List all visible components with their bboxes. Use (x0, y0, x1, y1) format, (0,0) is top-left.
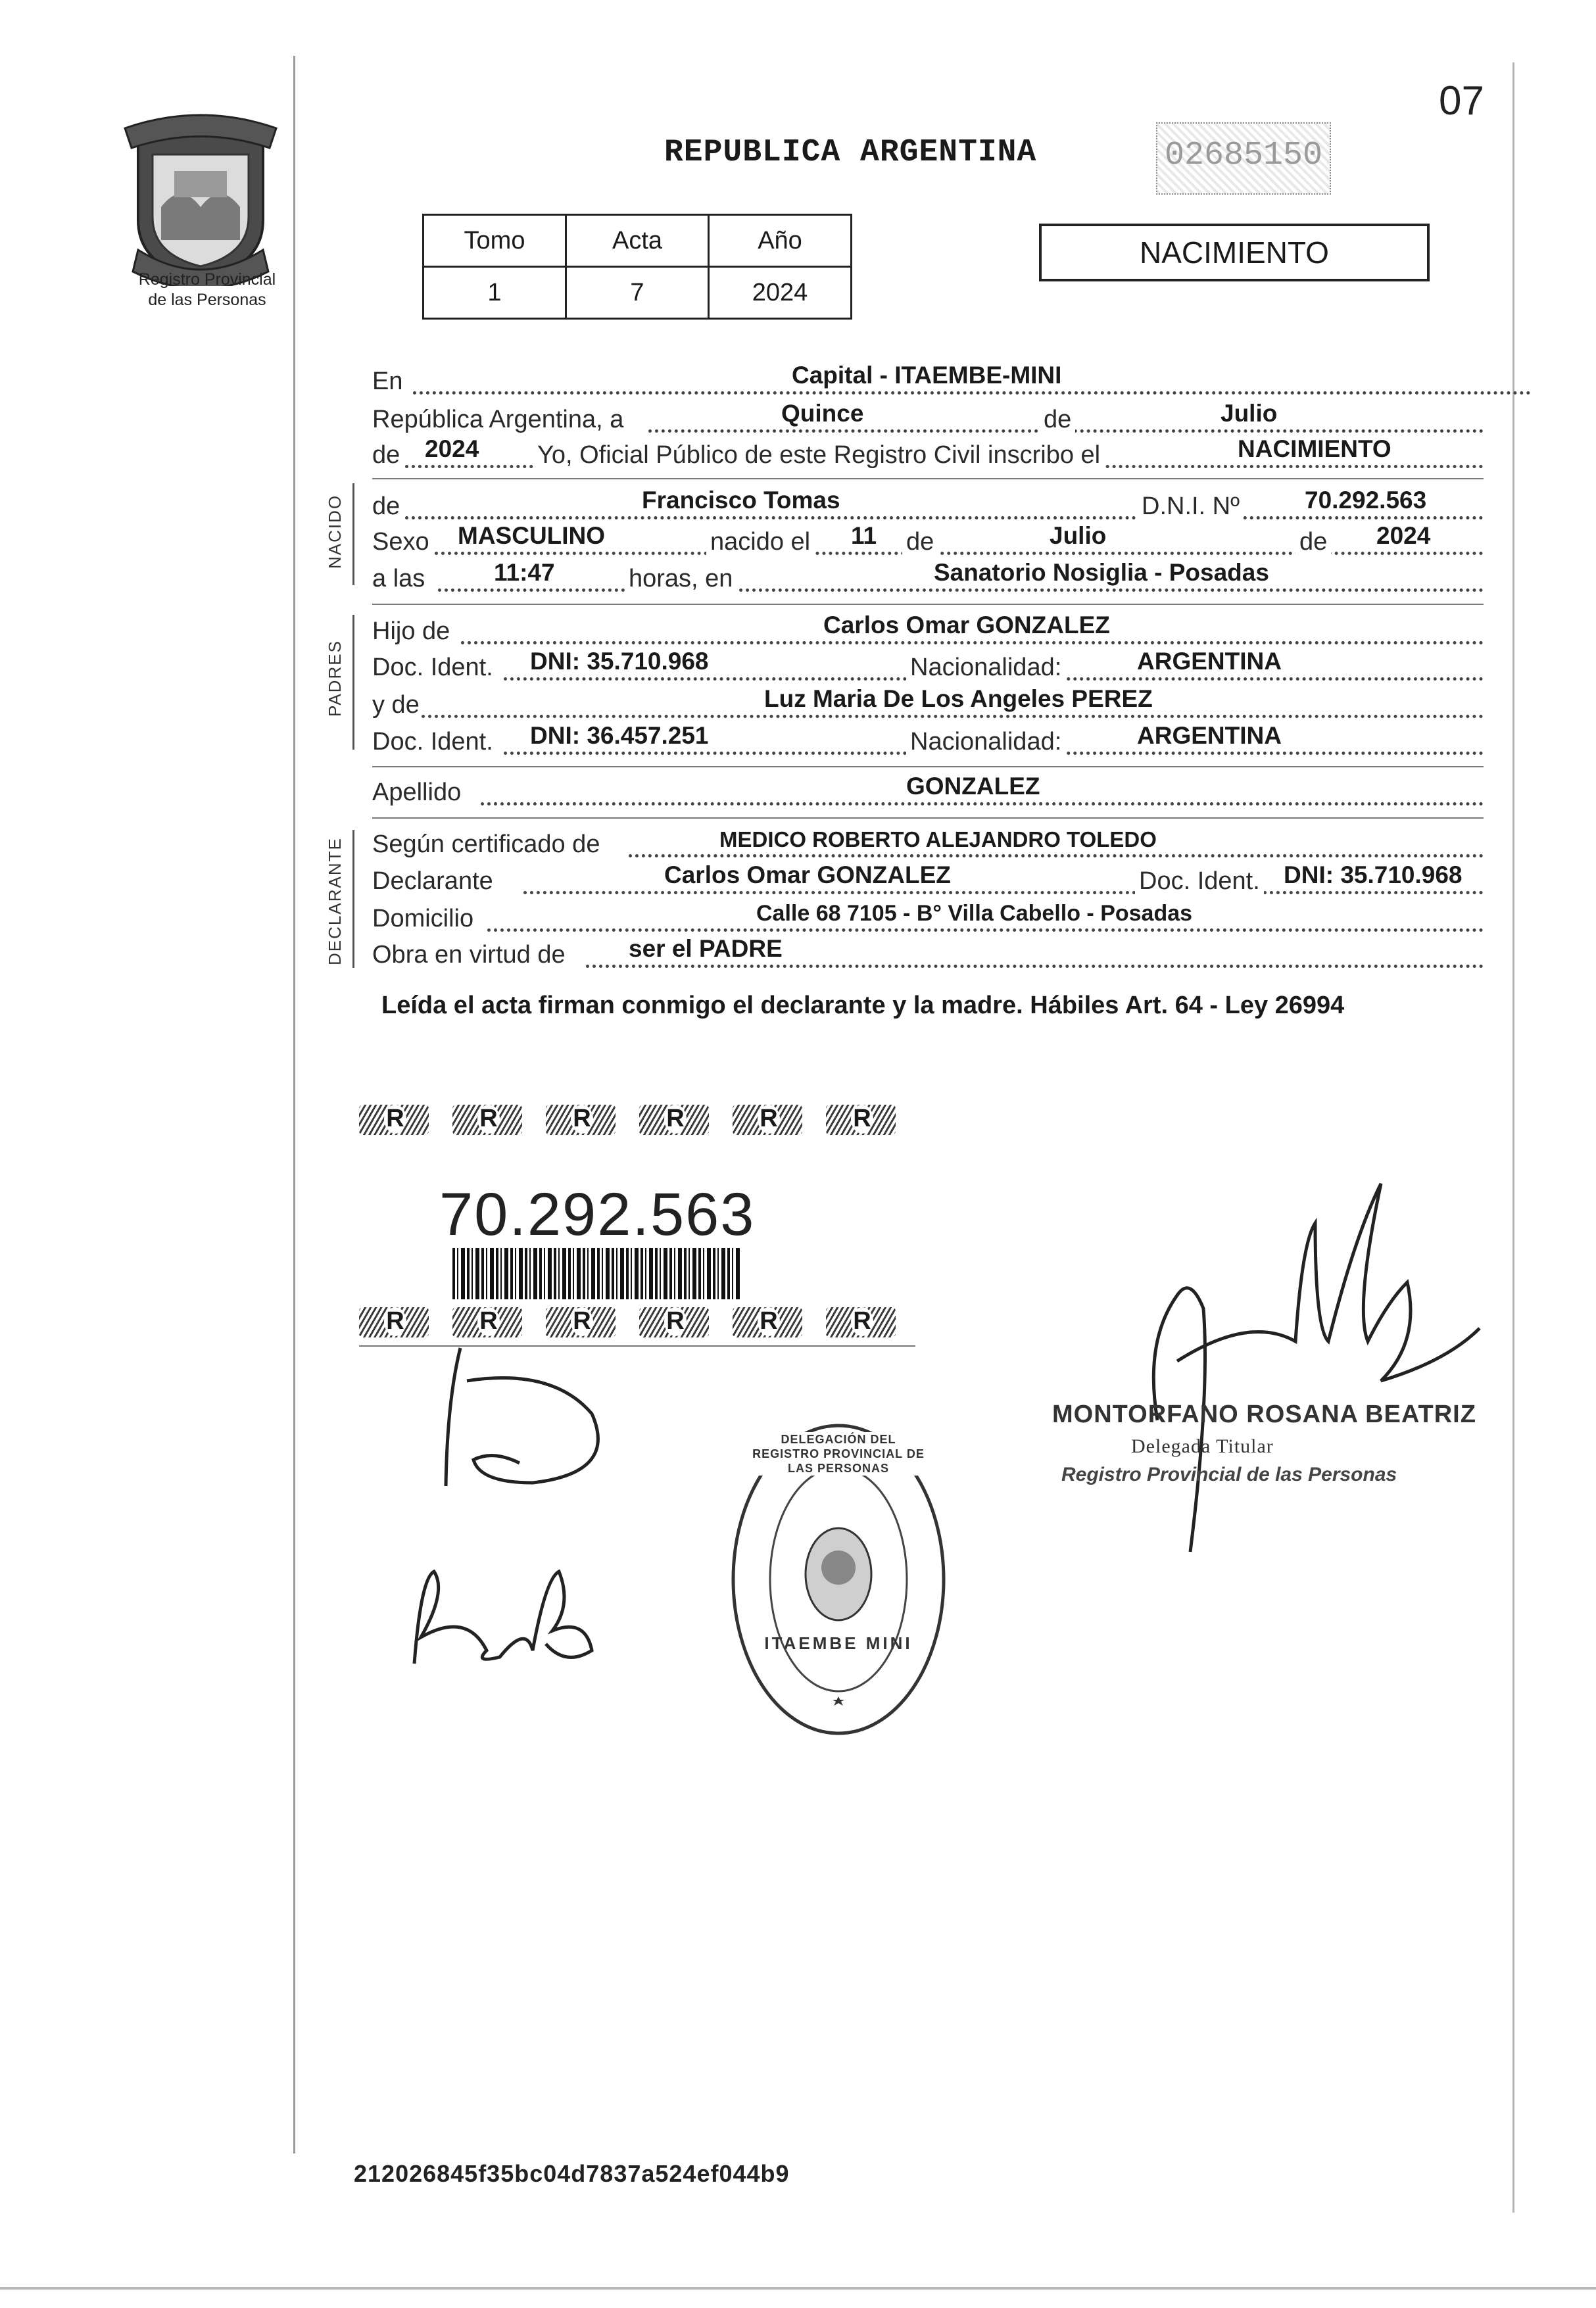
section-padres-label: PADRES (325, 640, 345, 717)
security-r-mark (546, 1105, 616, 1135)
barcode (452, 1248, 742, 1299)
birth-day-value: 11 (851, 522, 877, 549)
left-margin-line (293, 56, 295, 2153)
security-r-mark (639, 1105, 709, 1135)
sexo-value: MASCULINO (458, 522, 606, 549)
registry-org-name (99, 270, 316, 310)
anio-header: Año (709, 215, 852, 267)
certificado-value: MEDICO ROBERTO ALEJANDRO TOLEDO (719, 827, 1157, 852)
father-doc-label: Doc. Ident. (372, 654, 493, 681)
acta-header: Acta (566, 215, 709, 267)
month-value: Julio (1221, 400, 1278, 427)
year-value: 2024 (425, 435, 479, 462)
security-r-mark (733, 1307, 802, 1337)
security-r-mark (733, 1105, 802, 1135)
oficial-text: Yo, Oficial Público de este Registro Civil inscribo el (533, 441, 1104, 469)
seal-inner-text: ITAEMBE MINI (764, 1633, 913, 1653)
declarante-doc-label: Doc. Ident. (1135, 867, 1264, 896)
row-birth-time (372, 560, 1484, 596)
padres-divider (352, 615, 354, 750)
security-r-mark (639, 1307, 709, 1337)
org-line-1: Registro Provincial (138, 270, 276, 289)
row-place (372, 363, 1484, 398)
security-r-mark (452, 1307, 522, 1337)
domicilio-label: Domicilio (372, 905, 474, 932)
declarante-label: Declarante (372, 867, 493, 895)
acta-value: 7 (566, 267, 709, 319)
segun-label: Según certificado de (372, 830, 600, 858)
row-domicilio (372, 900, 1484, 936)
child-dni-value: 70.292.563 (1305, 487, 1427, 514)
security-r-mark (826, 1307, 896, 1337)
security-r-mark (359, 1105, 429, 1135)
act-type-box: NACIMIENTO (1039, 224, 1430, 281)
row-declarante (372, 863, 1484, 898)
row-father-doc (372, 649, 1484, 685)
official-name: MONTORFANO ROSANA BEATRIZ (1052, 1401, 1476, 1428)
apellido-value: GONZALEZ (906, 773, 1040, 800)
divider-3 (372, 766, 1484, 767)
name-prefix-label: de (372, 493, 400, 520)
birth-de-label: de (902, 528, 938, 556)
sexo-label: Sexo (372, 528, 429, 556)
security-r-mark (546, 1307, 616, 1337)
barcode-number: 70.292.563 (439, 1181, 756, 1248)
mother-nationality-value: ARGENTINA (1137, 722, 1282, 749)
misiones-coat-of-arms-logo (112, 108, 289, 286)
divider-4 (372, 817, 1484, 819)
section-nacido-label: NACIDO (325, 494, 345, 569)
org-line-2: de las Personas (148, 291, 266, 309)
de-label: de (1040, 406, 1075, 434)
row-obra (372, 936, 1484, 972)
en-label: En (372, 368, 403, 395)
tomo-value: 1 (423, 267, 566, 319)
official-org: Registro Provincial de las Personas (1061, 1464, 1397, 1485)
birth-de2-label: de (1295, 528, 1331, 556)
apellido-label: Apellido (372, 779, 462, 806)
a-las-label: a las (372, 565, 425, 592)
child-name-value: Francisco Tomas (642, 487, 840, 514)
birth-year-value: 2024 (1376, 522, 1431, 549)
tomo-header: Tomo (423, 215, 566, 267)
row-father (372, 613, 1484, 648)
divider-1 (372, 478, 1484, 479)
document-hash: 212026845f35bc04d7837a524ef044b9 (354, 2160, 790, 2187)
hijo-label: Hijo de (372, 617, 450, 645)
domicilio-value: Calle 68 7105 - B° Villa Cabello - Posadas (756, 901, 1193, 926)
father-name-value: Carlos Omar GONZALEZ (823, 612, 1110, 638)
birth-place-value: Sanatorio Nosiglia - Posadas (934, 559, 1269, 586)
serial-security-stamp (1156, 122, 1331, 195)
republica-label: República Argentina, a (372, 406, 624, 433)
obra-label: Obra en virtud de (372, 941, 566, 969)
divider-2 (372, 604, 1484, 605)
record-table (422, 214, 852, 320)
day-text-value: Quince (781, 400, 864, 427)
mother-doc-label: Doc. Ident. (372, 728, 493, 756)
row-apellido (372, 774, 1484, 809)
declarante-value: Carlos Omar GONZALEZ (664, 861, 951, 888)
security-r-mark (826, 1105, 896, 1135)
row-inscription (372, 437, 1484, 472)
security-band-top (359, 1105, 919, 1142)
mother-signature (395, 1552, 618, 1683)
row-date (372, 401, 1484, 437)
father-nationality-value: ARGENTINA (1137, 648, 1282, 675)
security-r-mark (452, 1105, 522, 1135)
row-birth-date (372, 523, 1484, 559)
row-certificado (372, 826, 1484, 861)
y-de-label: y de (372, 691, 420, 719)
obra-value: ser el PADRE (629, 935, 783, 962)
year-prefix-label: de (372, 441, 400, 469)
nacido-divider (352, 483, 354, 585)
horas-label: horas, en (625, 565, 737, 593)
declarant-signature (421, 1341, 644, 1499)
serial-number: 02685150 (1164, 137, 1323, 174)
inscription-type-value: NACIMIENTO (1238, 435, 1391, 462)
mother-doc-value: DNI: 36.457.251 (530, 722, 709, 749)
closing-note: Leída el acta firman conmigo el declarante y la madre. Hábiles Art. 64 - Ley 26994 (381, 992, 1345, 1019)
document-title: REPUBLICA ARGENTINA (664, 135, 1037, 170)
row-child-name (372, 488, 1484, 523)
declarante-divider (352, 830, 354, 968)
nacido-label: nacido el (706, 528, 814, 556)
father-nationality-label: Nacionalidad: (906, 654, 1065, 682)
security-band-bottom (359, 1307, 919, 1344)
father-doc-value: DNI: 35.710.968 (530, 648, 709, 675)
delegation-seal (730, 1422, 947, 1737)
anio-value: 2024 (709, 267, 852, 319)
seal-ring-text-value: DELEGACIÓN DEL REGISTRO PROVINCIAL DE LAS PERSONAS (746, 1432, 931, 1476)
mother-name-value: Luz Maria De Los Angeles PEREZ (764, 685, 1153, 712)
official-signature (1078, 1144, 1486, 1552)
row-mother (372, 686, 1484, 722)
security-r-mark (359, 1307, 429, 1337)
page-number: 07 (1439, 78, 1484, 124)
row-mother-doc (372, 723, 1484, 759)
official-role: Delegada Titular (1131, 1435, 1274, 1457)
declarante-doc-value: DNI: 35.710.968 (1284, 861, 1463, 888)
right-margin-line (1512, 62, 1514, 2213)
birth-time-value: 11:47 (494, 559, 555, 586)
dni-label: D.N.I. Nº (1138, 493, 1244, 521)
section-declarante-label: DECLARANTE (325, 837, 345, 965)
birth-month-value: Julio (1050, 522, 1107, 549)
page-bottom-edge (0, 2287, 1596, 2290)
place-value: Capital - ITAEMBE-MINI (792, 362, 1062, 389)
mother-nationality-label: Nacionalidad: (906, 728, 1065, 756)
